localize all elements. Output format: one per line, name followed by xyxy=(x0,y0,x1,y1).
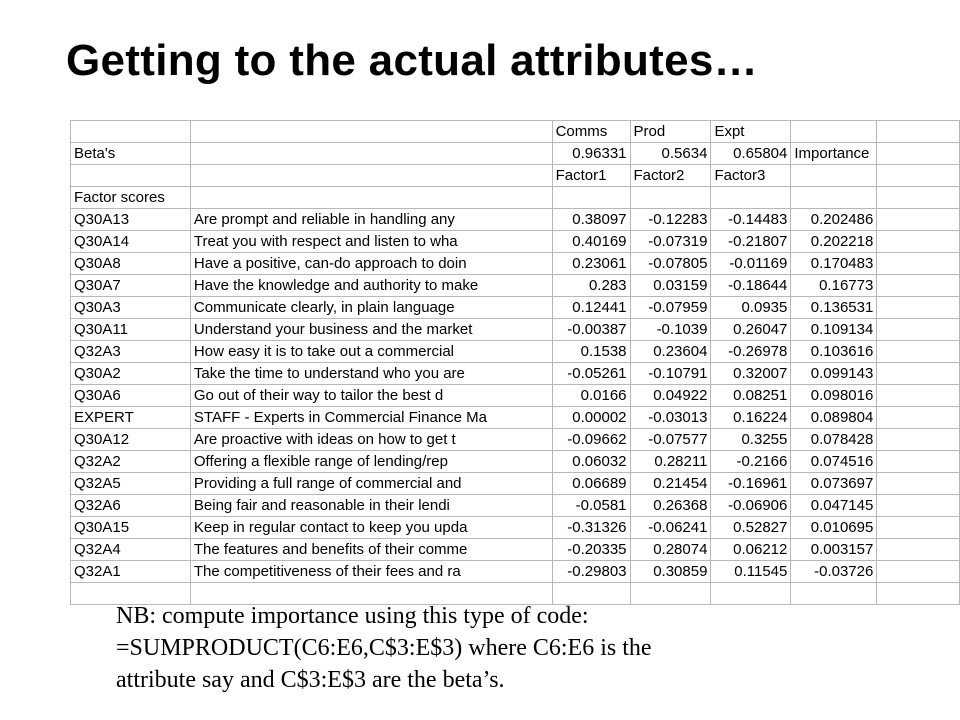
sheet-row xyxy=(71,385,960,407)
sheet-cell[interactable]: 0.28074 xyxy=(630,539,711,561)
sheet-row xyxy=(71,363,960,385)
sheet-cell[interactable]: 0.06032 xyxy=(552,451,630,473)
sheet-cell[interactable]: Q32A5 xyxy=(71,473,191,495)
sheet-cell[interactable] xyxy=(877,319,960,341)
sheet-cell[interactable] xyxy=(877,187,960,209)
sheet-cell[interactable] xyxy=(877,253,960,275)
sheet-cell[interactable] xyxy=(877,407,960,429)
sheet-cell[interactable]: Q30A3 xyxy=(71,297,191,319)
sheet-cell[interactable]: 0.65804 xyxy=(711,143,791,165)
sheet-cell[interactable]: 0.047145 xyxy=(791,495,877,517)
sheet-cell[interactable]: 0.136531 xyxy=(791,297,877,319)
sheet-row xyxy=(71,473,960,495)
sheet-cell[interactable] xyxy=(877,209,960,231)
sheet-cell[interactable]: 0.16224 xyxy=(711,407,791,429)
note-line: NB: compute importance using this type of code: xyxy=(116,603,589,629)
sheet-cell[interactable]: 0.23604 xyxy=(630,341,711,363)
sheet-row xyxy=(71,165,960,187)
sheet-cell[interactable]: 0.30859 xyxy=(630,561,711,583)
sheet-row xyxy=(71,451,960,473)
sheet-cell[interactable]: 0.3255 xyxy=(711,429,791,451)
sheet-cell[interactable]: Offering a flexible range of lending/rep xyxy=(190,451,552,473)
sheet-cell[interactable]: -0.07805 xyxy=(630,253,711,275)
importance-note xyxy=(116,600,652,696)
sheet-cell[interactable]: Factor1 xyxy=(552,165,630,187)
sheet-cell[interactable]: Understand your business and the market xyxy=(190,319,552,341)
sheet-cell[interactable]: -0.06906 xyxy=(711,495,791,517)
sheet-cell[interactable]: -0.12283 xyxy=(630,209,711,231)
sheet-cell[interactable]: Q30A7 xyxy=(71,275,191,297)
sheet-cell[interactable]: 0.11545 xyxy=(711,561,791,583)
sheet-cell[interactable]: 0.202486 xyxy=(791,209,877,231)
sheet-row xyxy=(71,341,960,363)
sheet-row xyxy=(71,517,960,539)
sheet-cell[interactable]: -0.03013 xyxy=(630,407,711,429)
sheet-cell[interactable] xyxy=(190,143,552,165)
sheet-cell[interactable]: Q30A6 xyxy=(71,385,191,407)
sheet-cell[interactable] xyxy=(877,473,960,495)
sheet-cell[interactable]: 0.08251 xyxy=(711,385,791,407)
sheet-cell[interactable]: 0.089804 xyxy=(791,407,877,429)
sheet-row xyxy=(71,209,960,231)
sheet-cell[interactable]: Q30A14 xyxy=(71,231,191,253)
sheet-cell[interactable] xyxy=(877,143,960,165)
sheet-cell[interactable]: 0.0166 xyxy=(552,385,630,407)
sheet-cell[interactable]: 0.23061 xyxy=(552,253,630,275)
sheet-cell[interactable] xyxy=(791,165,877,187)
sheet-cell[interactable] xyxy=(71,165,191,187)
sheet-cell[interactable] xyxy=(877,341,960,363)
sheet-cell[interactable]: -0.20335 xyxy=(552,539,630,561)
sheet-cell[interactable]: 0.40169 xyxy=(552,231,630,253)
sheet-cell[interactable]: Importance xyxy=(791,143,877,165)
sheet-cell[interactable]: Q32A3 xyxy=(71,341,191,363)
sheet-row xyxy=(71,231,960,253)
sheet-cell[interactable]: -0.29803 xyxy=(552,561,630,583)
sheet-cell[interactable] xyxy=(877,275,960,297)
sheet-cell[interactable]: 0.098016 xyxy=(791,385,877,407)
sheet-cell[interactable]: Have the knowledge and authority to make xyxy=(190,275,552,297)
sheet-row xyxy=(71,429,960,451)
sheet-cell[interactable]: 0.00002 xyxy=(552,407,630,429)
sheet-cell[interactable]: 0.16773 xyxy=(791,275,877,297)
sheet-cell[interactable]: -0.0581 xyxy=(552,495,630,517)
sheet-cell[interactable] xyxy=(71,121,191,143)
sheet-row xyxy=(71,275,960,297)
sheet-cell[interactable]: -0.00387 xyxy=(552,319,630,341)
sheet-cell[interactable]: Providing a full range of commercial and xyxy=(190,473,552,495)
sheet-cell[interactable]: 0.06689 xyxy=(552,473,630,495)
sheet-cell[interactable] xyxy=(877,231,960,253)
sheet-cell[interactable]: Keep in regular contact to keep you upda xyxy=(190,517,552,539)
sheet-cell[interactable] xyxy=(791,583,877,605)
sheet-cell[interactable]: 0.078428 xyxy=(791,429,877,451)
sheet-cell[interactable]: 0.283 xyxy=(552,275,630,297)
sheet-cell[interactable]: -0.21807 xyxy=(711,231,791,253)
sheet-row xyxy=(71,253,960,275)
sheet-cell[interactable] xyxy=(877,517,960,539)
sheet-cell[interactable] xyxy=(791,187,877,209)
sheet-cell[interactable]: -0.09662 xyxy=(552,429,630,451)
sheet-row xyxy=(71,495,960,517)
sheet-cell[interactable]: Are prompt and reliable in handling any xyxy=(190,209,552,231)
sheet-cell[interactable]: Q30A13 xyxy=(71,209,191,231)
sheet-cell[interactable]: 0.26047 xyxy=(711,319,791,341)
sheet-cell[interactable]: 0.28211 xyxy=(630,451,711,473)
sheet-cell[interactable]: 0.103616 xyxy=(791,341,877,363)
sheet-cell[interactable] xyxy=(791,121,877,143)
sheet-cell[interactable] xyxy=(711,583,791,605)
sheet-cell[interactable]: 0.04922 xyxy=(630,385,711,407)
sheet-cell[interactable]: Q30A11 xyxy=(71,319,191,341)
sheet-cell[interactable]: The features and benefits of their comme xyxy=(190,539,552,561)
sheet-cell[interactable]: 0.1538 xyxy=(552,341,630,363)
sheet-cell[interactable]: 0.38097 xyxy=(552,209,630,231)
sheet-cell[interactable]: Are proactive with ideas on how to get t xyxy=(190,429,552,451)
sheet-cell[interactable]: How easy it is to take out a commercial xyxy=(190,341,552,363)
sheet-cell[interactable]: Take the time to understand who you are xyxy=(190,363,552,385)
sheet-cell[interactable]: Go out of their way to tailor the best d xyxy=(190,385,552,407)
sheet-cell[interactable] xyxy=(190,121,552,143)
sheet-cell[interactable]: Factor2 xyxy=(630,165,711,187)
sheet-cell[interactable]: Being fair and reasonable in their lendi xyxy=(190,495,552,517)
sheet-cell[interactable]: 0.96331 xyxy=(552,143,630,165)
sheet-row xyxy=(71,319,960,341)
sheet-cell[interactable] xyxy=(877,495,960,517)
sheet-cell[interactable]: -0.2166 xyxy=(711,451,791,473)
sheet-cell[interactable]: 0.109134 xyxy=(791,319,877,341)
sheet-cell[interactable]: Have a positive, can-do approach to doin xyxy=(190,253,552,275)
sheet-cell[interactable]: 0.06212 xyxy=(711,539,791,561)
sheet-cell[interactable] xyxy=(190,187,552,209)
sheet-cell[interactable]: 0.5634 xyxy=(630,143,711,165)
sheet-cell[interactable] xyxy=(877,561,960,583)
sheet-cell[interactable]: -0.1039 xyxy=(630,319,711,341)
sheet-cell[interactable]: Factor scores xyxy=(71,187,191,209)
sheet-cell[interactable]: Q32A4 xyxy=(71,539,191,561)
sheet-cell[interactable]: 0.21454 xyxy=(630,473,711,495)
sheet-cell[interactable]: Q30A15 xyxy=(71,517,191,539)
sheet-cell[interactable]: -0.03726 xyxy=(791,561,877,583)
sheet-cell[interactable]: Q30A2 xyxy=(71,363,191,385)
sheet-cell[interactable] xyxy=(877,121,960,143)
factor-score-spreadsheet xyxy=(70,120,960,605)
sheet-cell[interactable]: 0.03159 xyxy=(630,275,711,297)
sheet-row xyxy=(71,297,960,319)
sheet-cell[interactable]: -0.26978 xyxy=(711,341,791,363)
note-line: attribute say and C$3:E$3 are the beta’s. xyxy=(116,667,505,693)
sheet-row xyxy=(71,187,960,209)
sheet-cell[interactable]: Expt xyxy=(711,121,791,143)
sheet-cell[interactable]: -0.01169 xyxy=(711,253,791,275)
sheet-cell[interactable]: 0.52827 xyxy=(711,517,791,539)
sheet-cell[interactable] xyxy=(877,451,960,473)
sheet-cell[interactable] xyxy=(630,187,711,209)
sheet-cell[interactable]: Q30A12 xyxy=(71,429,191,451)
sheet-cell[interactable]: Q30A8 xyxy=(71,253,191,275)
sheet-cell[interactable]: 0.202218 xyxy=(791,231,877,253)
sheet-cell[interactable]: -0.07959 xyxy=(630,297,711,319)
sheet-cell[interactable]: -0.07319 xyxy=(630,231,711,253)
sheet-cell[interactable]: -0.18644 xyxy=(711,275,791,297)
sheet-cell[interactable] xyxy=(877,363,960,385)
sheet-cell[interactable]: -0.05261 xyxy=(552,363,630,385)
sheet-cell[interactable]: 0.003157 xyxy=(791,539,877,561)
sheet-cell[interactable] xyxy=(552,187,630,209)
sheet-cell[interactable]: 0.010695 xyxy=(791,517,877,539)
sheet-cell[interactable]: 0.32007 xyxy=(711,363,791,385)
sheet-cell[interactable] xyxy=(877,165,960,187)
sheet-cell[interactable] xyxy=(190,165,552,187)
sheet-cell[interactable]: -0.07577 xyxy=(630,429,711,451)
sheet-cell[interactable]: STAFF - Experts in Commercial Finance Ma xyxy=(190,407,552,429)
sheet-cell[interactable]: -0.10791 xyxy=(630,363,711,385)
sheet-cell[interactable]: 0.170483 xyxy=(791,253,877,275)
sheet-cell[interactable]: -0.31326 xyxy=(552,517,630,539)
sheet-cell[interactable]: 0.099143 xyxy=(791,363,877,385)
sheet-cell[interactable]: -0.14483 xyxy=(711,209,791,231)
sheet-cell[interactable] xyxy=(877,297,960,319)
sheet-cell[interactable]: EXPERT xyxy=(71,407,191,429)
slide-title: Getting to the actual attributes… xyxy=(66,36,758,85)
sheet-cell[interactable] xyxy=(877,429,960,451)
sheet-cell[interactable]: Q32A6 xyxy=(71,495,191,517)
sheet-cell[interactable] xyxy=(877,583,960,605)
sheet-cell[interactable]: Comms xyxy=(552,121,630,143)
sheet-cell[interactable]: Treat you with respect and listen to wha xyxy=(190,231,552,253)
sheet-row xyxy=(71,561,960,583)
sheet-row xyxy=(71,143,960,165)
note-line: =SUMPRODUCT(C6:E6,C$3:E$3) where C6:E6 is the xyxy=(116,635,652,661)
sheet-cell[interactable]: 0.074516 xyxy=(791,451,877,473)
sheet-cell[interactable]: Factor3 xyxy=(711,165,791,187)
sheet-row xyxy=(71,539,960,561)
sheet-cell[interactable]: Prod xyxy=(630,121,711,143)
sheet-cell[interactable]: Q32A1 xyxy=(71,561,191,583)
sheet-cell[interactable]: Communicate clearly, in plain language xyxy=(190,297,552,319)
sheet-cell[interactable]: Q32A2 xyxy=(71,451,191,473)
sheet-cell[interactable]: Beta's xyxy=(71,143,191,165)
sheet-cell[interactable] xyxy=(711,187,791,209)
sheet-cell[interactable]: -0.06241 xyxy=(630,517,711,539)
sheet-cell[interactable]: 0.12441 xyxy=(552,297,630,319)
sheet-row xyxy=(71,407,960,429)
sheet-cell[interactable]: 0.26368 xyxy=(630,495,711,517)
sheet-cell[interactable]: -0.16961 xyxy=(711,473,791,495)
sheet-row xyxy=(71,121,960,143)
sheet-cell[interactable]: The competitiveness of their fees and ra xyxy=(190,561,552,583)
sheet-cell[interactable]: 0.0935 xyxy=(711,297,791,319)
sheet-cell[interactable] xyxy=(877,539,960,561)
sheet-cell[interactable]: 0.073697 xyxy=(791,473,877,495)
sheet-cell[interactable] xyxy=(877,385,960,407)
